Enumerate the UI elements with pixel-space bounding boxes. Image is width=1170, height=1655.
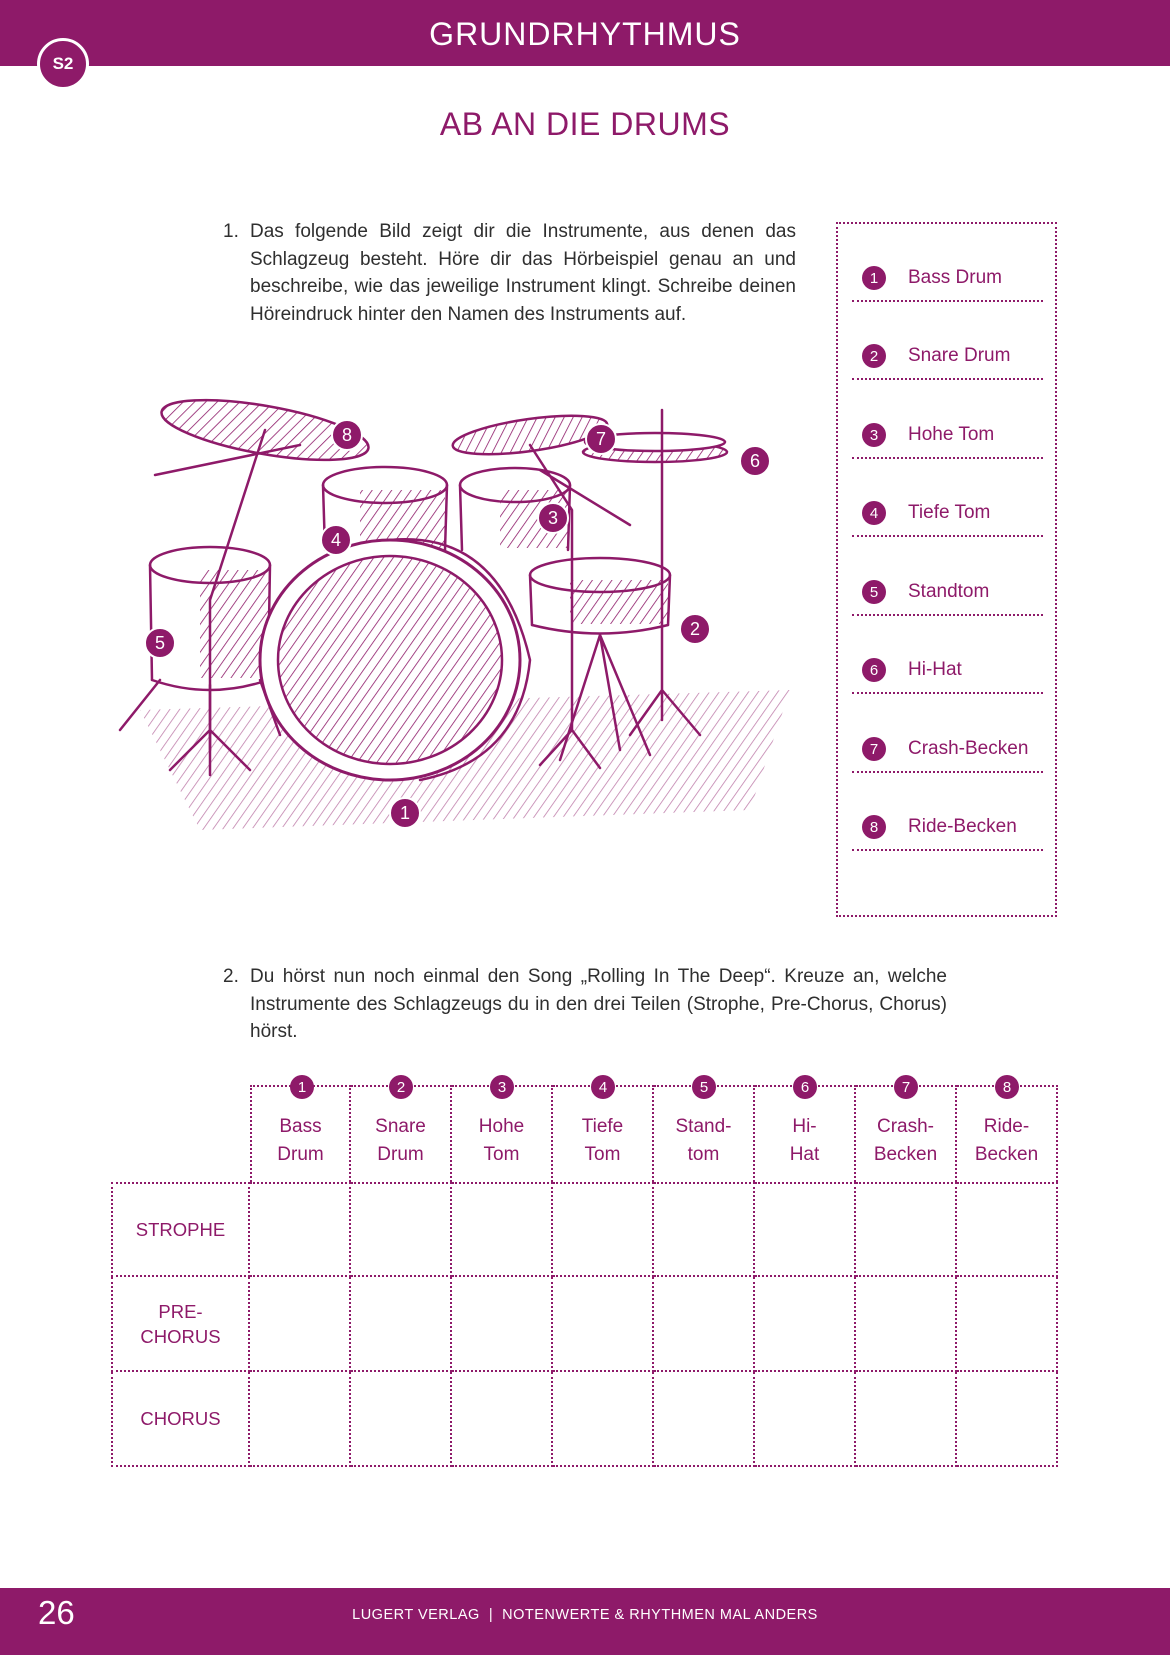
column-label-line2: Drum <box>277 1144 324 1165</box>
number-badge: 4 <box>862 501 886 525</box>
instrument-name: Crash-Becken <box>908 738 1029 759</box>
marker-4-low-tom: 4 <box>320 524 352 556</box>
column-label-line2: Becken <box>974 1144 1039 1165</box>
number-badge: 6 <box>793 1075 817 1099</box>
checkbox-cell[interactable] <box>654 1372 755 1467</box>
instrument-matrix <box>111 1078 1059 1468</box>
instrument-row-low-tom[interactable] <box>852 459 1043 537</box>
instrument-row-floor-tom[interactable] <box>852 538 1043 616</box>
number-badge: 4 <box>591 1075 615 1099</box>
number-badge: 6 <box>862 658 886 682</box>
column-header-high-tom <box>452 1078 553 1182</box>
instrument-row-high-tom[interactable] <box>852 381 1043 459</box>
column-header-crash-cymbal <box>856 1078 957 1182</box>
task-1 <box>223 218 796 328</box>
checkbox-cell[interactable] <box>553 1182 654 1277</box>
checkbox-cell[interactable] <box>553 1277 654 1372</box>
task-text: Du hörst nun noch einmal den Song „Rolling In The Deep“. Kreuze an, welche Instrumente des Schlagzeugs du in den drei Teilen (Strophe, Pre-Chorus, Chorus) hörst. <box>250 966 947 1042</box>
column-label-line2: tom <box>687 1144 720 1165</box>
column-label-line2: Tom <box>584 1144 621 1165</box>
instrument-name: Snare Drum <box>908 345 1011 366</box>
checkbox-cell[interactable] <box>654 1182 755 1277</box>
number-badge: 8 <box>995 1075 1019 1099</box>
column-label-line2: Hat <box>789 1144 820 1165</box>
number-badge: 3 <box>862 423 886 447</box>
row-header-chorus <box>111 1372 250 1467</box>
column-label-line1: Hi- <box>792 1116 817 1137</box>
marker-1-bass-drum: 1 <box>389 797 421 829</box>
checkbox-cell[interactable] <box>452 1277 553 1372</box>
number-badge: 7 <box>862 737 886 761</box>
checkbox-cell[interactable] <box>957 1277 1058 1372</box>
row-header-strophe <box>111 1182 250 1277</box>
instrument-row-crash-cymbal[interactable] <box>852 695 1043 773</box>
column-label-line2: Drum <box>377 1144 424 1165</box>
marker-6-hi-hat: 6 <box>739 445 771 477</box>
level-badge: S2 <box>37 38 89 90</box>
column-label-line1: Tiefe <box>581 1116 624 1137</box>
column-label-line1: Bass <box>279 1116 322 1137</box>
task-2 <box>223 963 947 1046</box>
checkbox-cell[interactable] <box>351 1277 452 1372</box>
header-title: GRUNDRHYTHMUS <box>429 16 741 52</box>
footer-text: LUGERT VERLAG | NOTENWERTE & RHYTHMEN MAL ANDERS <box>352 1607 818 1623</box>
instrument-name: Hohe Tom <box>908 424 995 445</box>
drum-kit-illustration <box>100 390 830 870</box>
row-label-line2: CHORUS <box>140 1325 221 1347</box>
column-label-line1: Stand- <box>675 1116 732 1137</box>
marker-7-crash-cymbal: 7 <box>585 423 617 455</box>
instrument-list <box>836 222 1057 917</box>
checkbox-cell[interactable] <box>250 1372 351 1467</box>
checkbox-cell[interactable] <box>351 1182 452 1277</box>
checkbox-cell[interactable] <box>553 1372 654 1467</box>
column-label-line1: Crash- <box>876 1116 934 1137</box>
task-number: 2. <box>223 966 239 987</box>
instrument-name: Standtom <box>908 581 990 602</box>
instrument-name: Bass Drum <box>908 267 1002 288</box>
checkbox-cell[interactable] <box>856 1182 957 1277</box>
marker-3-high-tom: 3 <box>537 502 569 534</box>
number-badge: 5 <box>692 1075 716 1099</box>
number-badge: 5 <box>862 580 886 604</box>
row-header-pre-chorus <box>111 1277 250 1372</box>
checkbox-cell[interactable] <box>452 1182 553 1277</box>
column-label-line1: Ride- <box>983 1116 1030 1137</box>
number-badge: 7 <box>894 1075 918 1099</box>
checkbox-cell[interactable] <box>957 1372 1058 1467</box>
number-badge: 3 <box>490 1075 514 1099</box>
page-title: AB AN DIE DRUMS <box>439 106 731 142</box>
checkbox-cell[interactable] <box>654 1277 755 1372</box>
checkbox-cell[interactable] <box>957 1182 1058 1277</box>
instrument-name: Ride-Becken <box>908 816 1017 837</box>
column-label-line2: Becken <box>873 1144 938 1165</box>
row-label-line1: PRE- <box>158 1300 203 1322</box>
checkbox-cell[interactable] <box>755 1182 856 1277</box>
instrument-row-hi-hat[interactable] <box>852 616 1043 694</box>
row-label-line1: STROPHE <box>135 1219 226 1240</box>
column-header-floor-tom <box>654 1078 755 1182</box>
number-badge: 2 <box>389 1075 413 1099</box>
number-badge: 1 <box>862 266 886 290</box>
instrument-name: Tiefe Tom <box>908 502 991 523</box>
page-number: 26 <box>38 1594 75 1631</box>
checkbox-cell[interactable] <box>250 1182 351 1277</box>
checkbox-cell[interactable] <box>755 1277 856 1372</box>
column-header-bass-drum <box>250 1078 351 1182</box>
marker-8-ride-cymbal: 8 <box>331 419 363 451</box>
checkbox-cell[interactable] <box>351 1372 452 1467</box>
checkbox-cell[interactable] <box>856 1372 957 1467</box>
number-badge: 8 <box>862 815 886 839</box>
column-label-line1: Snare <box>375 1116 426 1137</box>
row-label-line1: CHORUS <box>140 1408 221 1429</box>
instrument-row-bass-drum[interactable] <box>852 224 1043 302</box>
column-header-hi-hat <box>755 1078 856 1182</box>
instrument-row-ride-cymbal[interactable] <box>852 773 1043 851</box>
checkbox-cell[interactable] <box>250 1277 351 1372</box>
marker-2-snare-drum: 2 <box>679 613 711 645</box>
column-header-ride-cymbal <box>957 1078 1058 1182</box>
task-text: Das folgende Bild zeigt dir die Instrumente, aus denen das Schlagzeug besteht. Höre dir das Hörbeispiel genau an und beschreibe, wie das jeweilige Instrument klingt. Schreibe deinen Höreindruck hinter den Namen des Instruments auf. <box>250 221 796 325</box>
checkbox-cell[interactable] <box>452 1372 553 1467</box>
column-label-line1: Hohe <box>478 1116 525 1137</box>
task-number: 1. <box>223 221 239 242</box>
number-badge: 2 <box>862 344 886 368</box>
number-badge: 1 <box>290 1075 314 1099</box>
column-header-low-tom <box>553 1078 654 1182</box>
marker-5-floor-tom: 5 <box>144 627 176 659</box>
instrument-name: Hi-Hat <box>908 659 962 680</box>
checkbox-cell[interactable] <box>856 1277 957 1372</box>
checkbox-cell[interactable] <box>755 1372 856 1467</box>
instrument-row-snare-drum[interactable] <box>852 302 1043 380</box>
column-header-snare-drum <box>351 1078 452 1182</box>
column-label-line2: Tom <box>483 1144 520 1165</box>
